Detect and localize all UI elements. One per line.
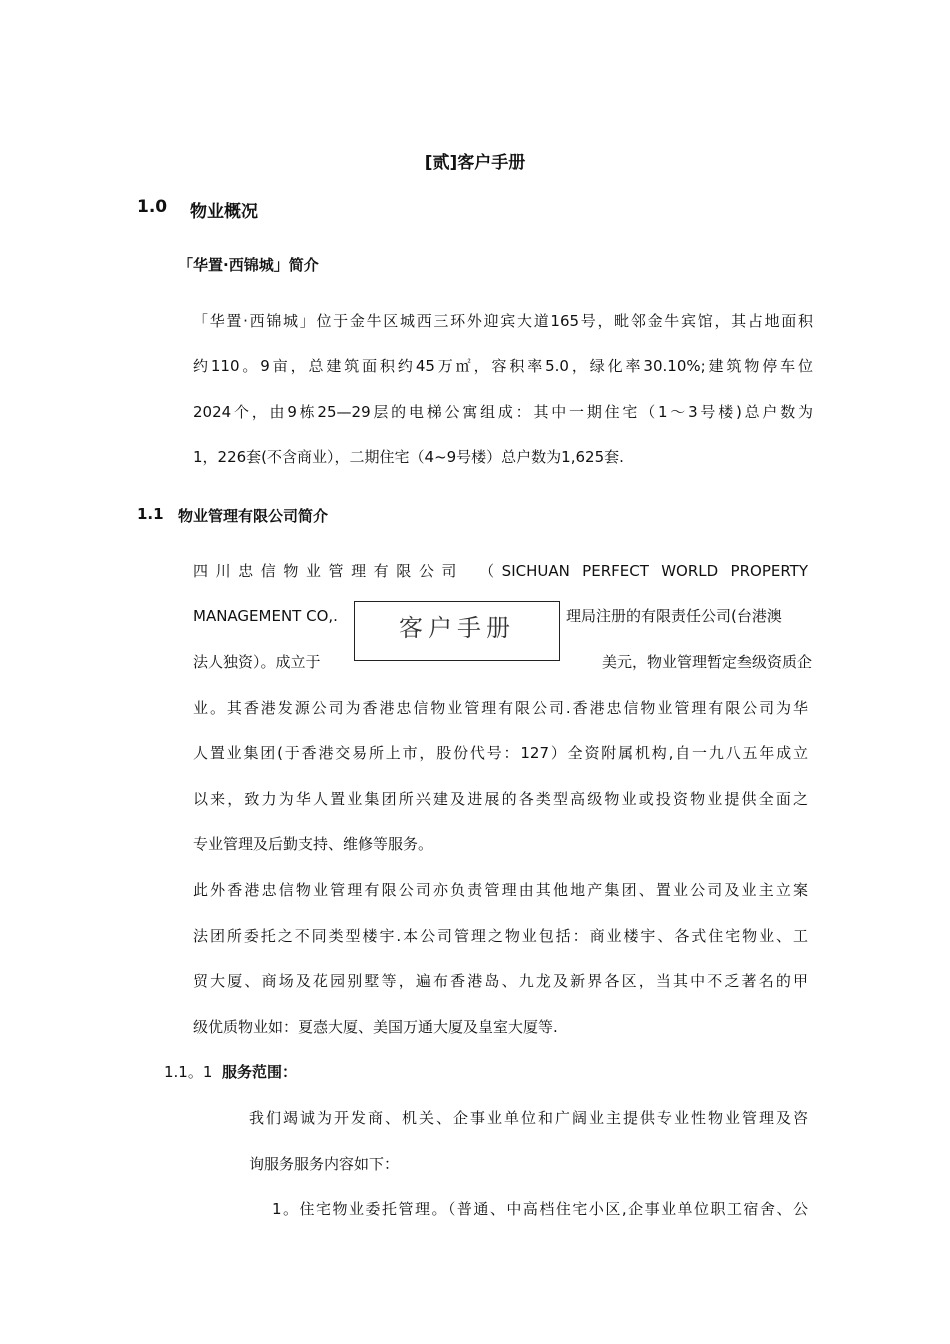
company-line: 以来，致力为华人置业集团所兴建及进展的各类型高级物业或投资物业提供全面之 <box>193 790 808 808</box>
intro-line: 2024个，由9栋25—29层的电梯公寓组成：其中一期住宅（1～3号楼)总户数为 <box>193 403 813 421</box>
company-line: 级优质物业如：夏悫大厦、美国万通大厦及皇室大厦等. <box>193 1018 558 1036</box>
section-1-0-number: 1.0 <box>137 197 168 217</box>
stamp-text: 客户手册 <box>399 614 515 642</box>
intro-line: 「华置·西锦城」位于金牛区城西三环外迎宾大道165号，毗邻金牛宾馆，其占地面积 <box>193 312 813 330</box>
service-line: 询服务服务内容如下： <box>249 1155 400 1173</box>
section-1-0-title: 物业概况 <box>190 202 258 222</box>
company-line: 业。其香港发源公司为香港忠信物业管理有限公司.香港忠信物业管理有限公司为华 <box>193 699 808 717</box>
company-line: 贸大厦、商场及花园别墅等，遍布香港岛、九龙及新界各区，当其中不乏著名的甲 <box>193 972 808 990</box>
company-line-fragment: MANAGEMENT CO,. <box>193 607 338 625</box>
intro-line: 约110。9亩，总建筑面积约45万㎡，容积率5.0，绿化率30.10%;建筑物停车位 <box>193 357 813 375</box>
company-line: 此外香港忠信物业管理有限公司亦负责管理由其他地产集团、置业公司及业主立案 <box>193 881 808 899</box>
section-1-1-1-number: 1.1。1 <box>164 1063 213 1081</box>
company-line: 四川忠信物业管理有限公司 （SICHUAN PERFECT WORLD PROPERTY <box>193 562 808 580</box>
service-item-1: 1。住宅物业委托管理。（普通、中高档住宅小区,企事业单位职工宿舍、公 <box>272 1200 808 1218</box>
intro-subtitle: 「华置·西锦城」简介 <box>178 256 319 274</box>
intro-line: 1，226套(不含商业），二期住宅（4~9号楼）总户数为1,625套. <box>193 448 624 466</box>
company-line-fragment: 法人独资）。成立于 <box>193 653 321 671</box>
section-1-1-title: 物业管理有限公司简介 <box>178 507 329 525</box>
document-title: [贰]客户手册 <box>424 153 526 173</box>
stamp-box <box>354 601 560 661</box>
section-1-1-number: 1.1 <box>137 505 164 523</box>
company-line-fragment: 理局注册的有限责任公司(台港澳 <box>566 607 782 625</box>
service-line: 我们竭诚为开发商、机关、企事业单位和广阔业主提供专业性物业管理及咨 <box>249 1109 808 1127</box>
company-line-fragment: 美元，物业管理暂定叁级资质企 <box>602 653 813 671</box>
company-line: 专业管理及后勤支持、维修等服务。 <box>193 835 434 853</box>
company-line: 法团所委托之不同类型楼宇.本公司管理之物业包括：商业楼宇、各式住宅物业、工 <box>193 927 808 945</box>
company-line: 人置业集团(于香港交易所上市，股份代号：127）全资附属机构,自一九八五年成立 <box>193 744 808 762</box>
section-1-1-1-title: 服务范围： <box>222 1063 298 1081</box>
